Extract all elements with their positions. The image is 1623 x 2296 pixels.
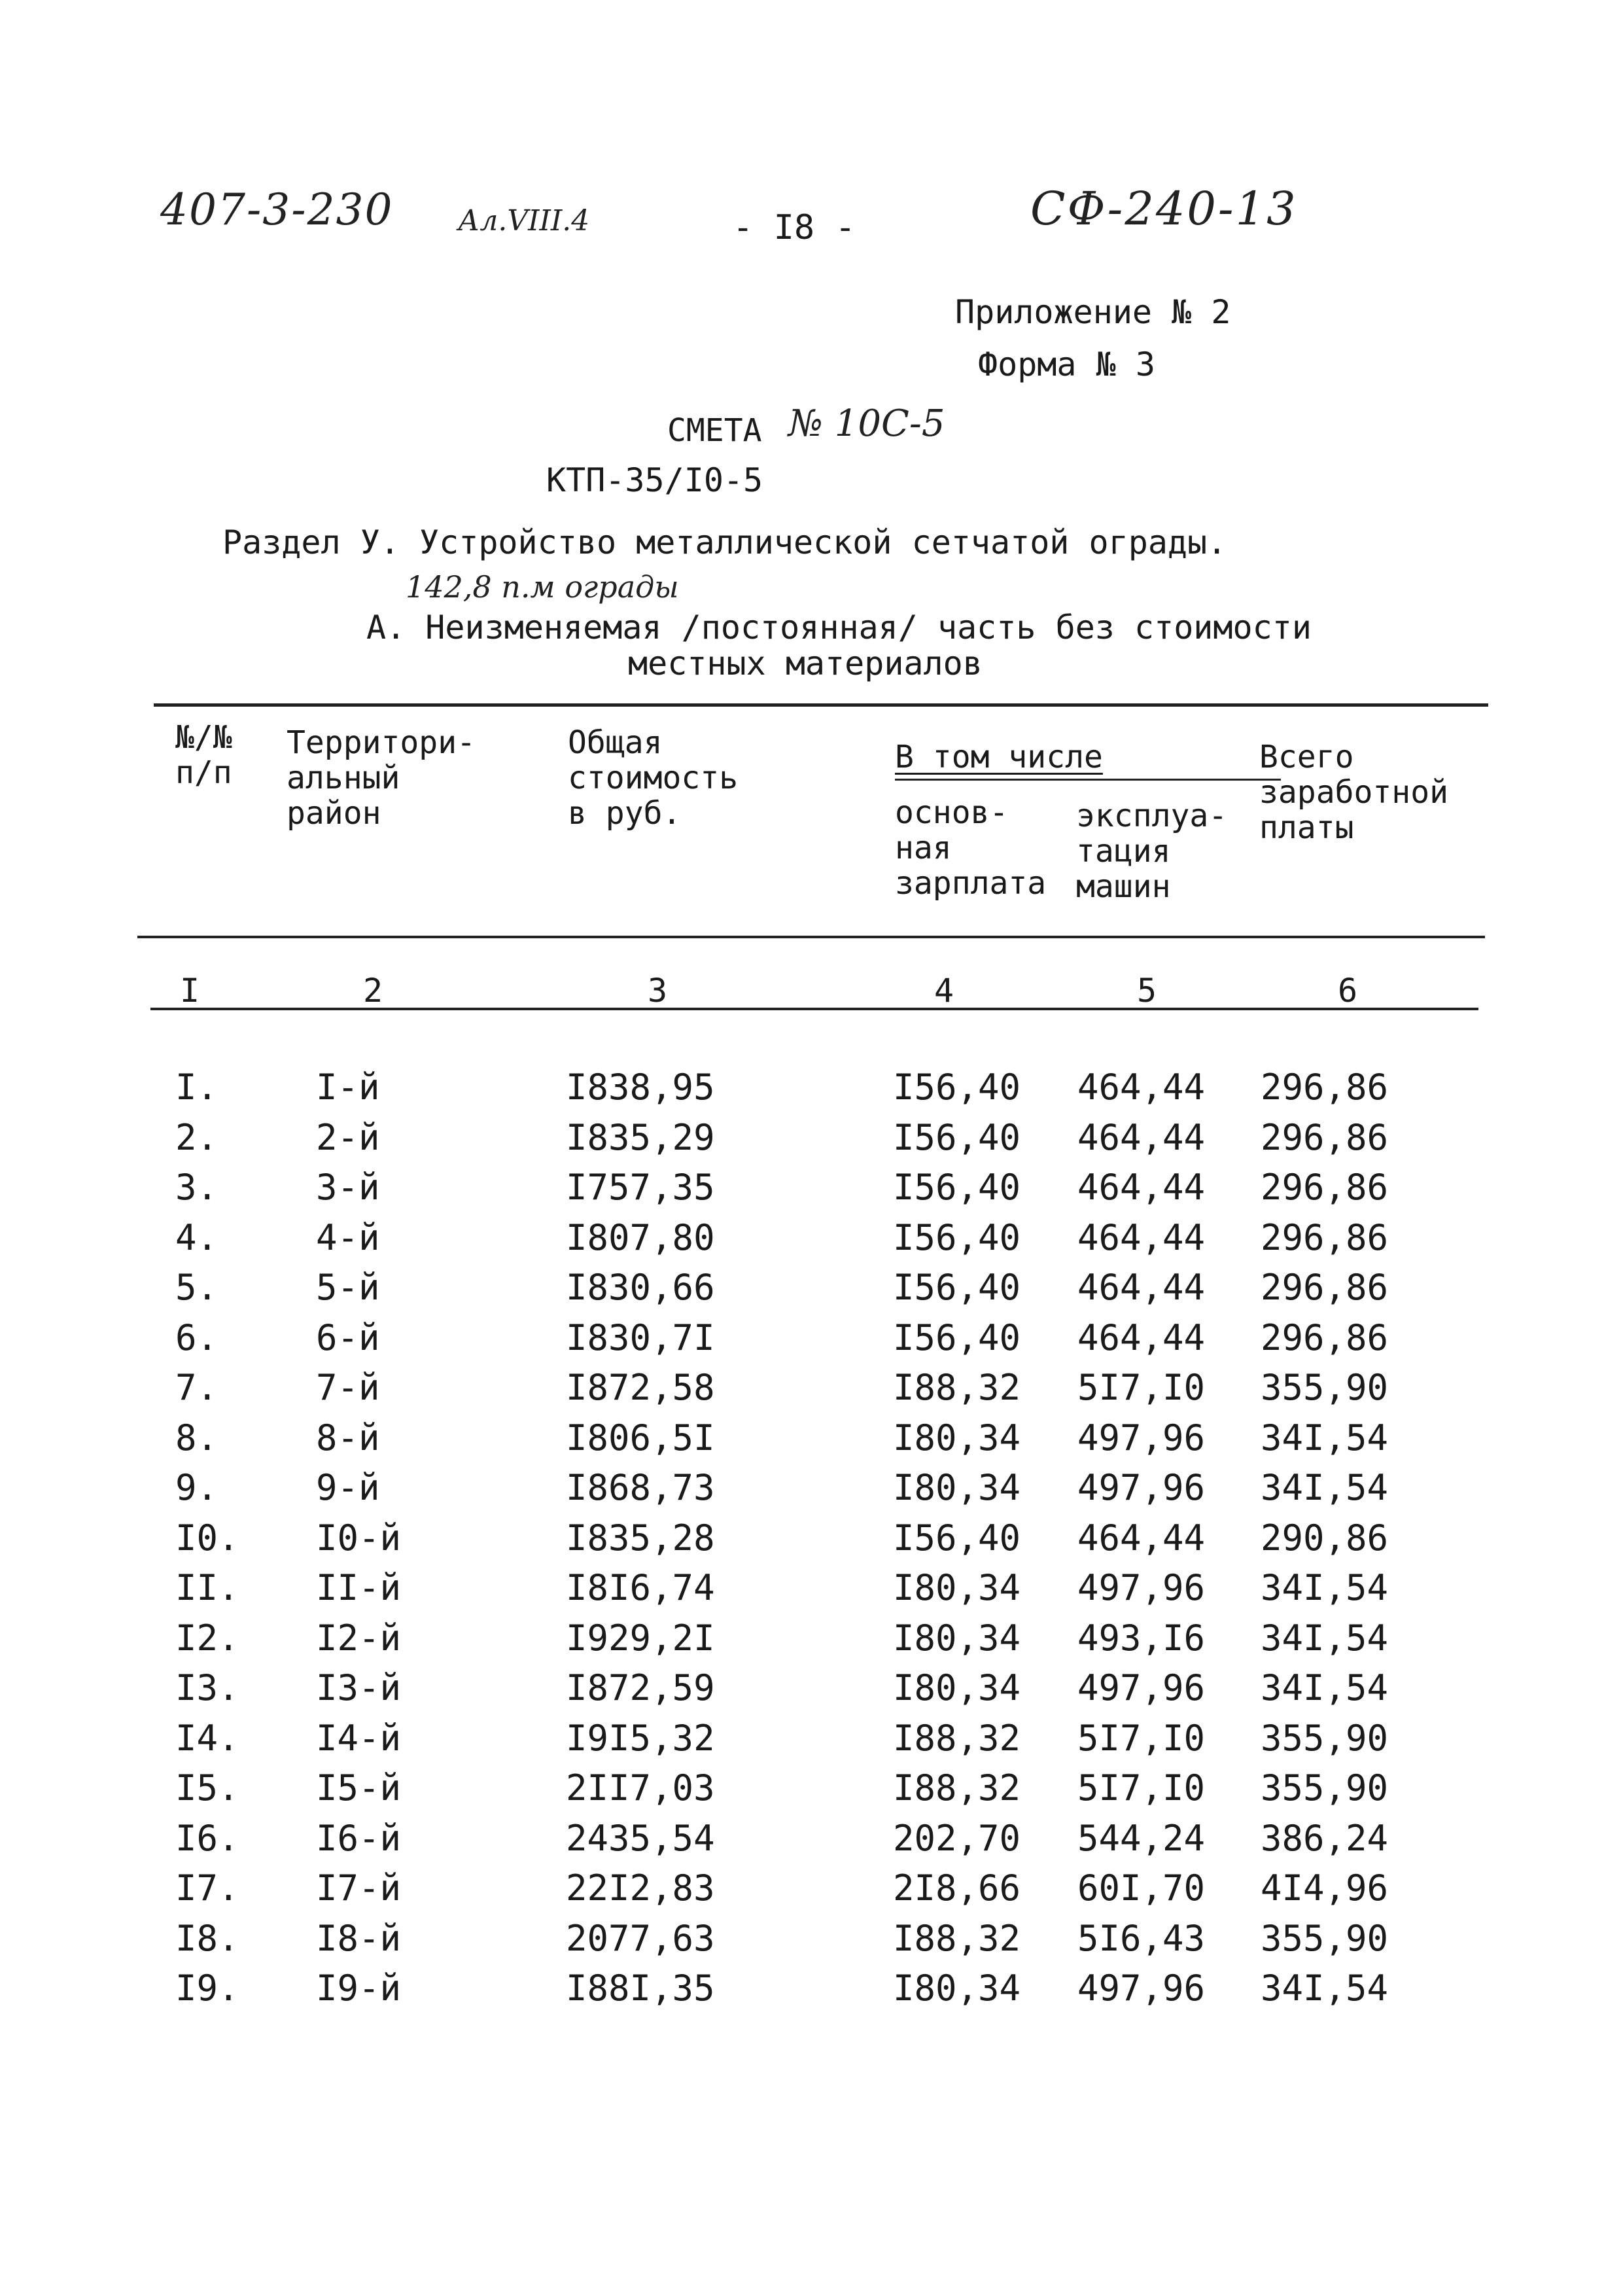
- region-cell: I6-й: [316, 1817, 402, 1859]
- total-cost-cell: I929,2I: [566, 1617, 715, 1659]
- base-salary-cell: I88,32: [893, 1717, 1021, 1759]
- base-salary-cell: I88,32: [893, 1367, 1021, 1408]
- base-salary-cell: I56,40: [893, 1116, 1021, 1158]
- base-salary-cell: I88,32: [893, 1917, 1021, 1959]
- row-number-cell: 8.: [175, 1417, 218, 1458]
- table-row: [0, 1617, 1623, 1668]
- total-cost-cell: I868,73: [566, 1467, 715, 1508]
- document-code-right: СФ-240-13: [1030, 182, 1298, 236]
- row-number-cell: 3.: [175, 1167, 218, 1208]
- base-salary-cell: I88,32: [893, 1767, 1021, 1809]
- total-cost-cell: I807,80: [566, 1216, 715, 1258]
- region-cell: I8-й: [316, 1917, 402, 1959]
- machine-operation-cell: 464,44: [1077, 1167, 1206, 1208]
- total-wages-cell: 296,86: [1261, 1216, 1389, 1258]
- row-number-cell: I9.: [175, 1968, 239, 2009]
- region-cell: I4-й: [316, 1717, 402, 1759]
- machine-operation-cell: 497,96: [1077, 1567, 1206, 1608]
- base-salary-cell: I56,40: [893, 1267, 1021, 1308]
- machine-operation-cell: 464,44: [1077, 1316, 1206, 1358]
- total-wages-cell: 296,86: [1261, 1267, 1389, 1308]
- machine-operation-cell: 544,24: [1077, 1817, 1206, 1859]
- machine-operation-cell: 464,44: [1077, 1067, 1206, 1108]
- machine-operation-cell: 5I7,I0: [1077, 1767, 1206, 1809]
- total-wages-cell: 296,86: [1261, 1067, 1389, 1108]
- row-number-cell: 9.: [175, 1467, 218, 1508]
- table-body: [0, 1067, 1623, 2018]
- table-row: [0, 1117, 1623, 1167]
- row-number-cell: 4.: [175, 1216, 218, 1258]
- machine-operation-cell: 464,44: [1077, 1116, 1206, 1158]
- total-cost-cell: I830,66: [566, 1267, 715, 1308]
- table-row: [0, 1267, 1623, 1317]
- table-row: [0, 1867, 1623, 1918]
- total-wages-cell: 34I,54: [1261, 1667, 1389, 1708]
- table-row: [0, 1517, 1623, 1568]
- total-wages-cell: 34I,54: [1261, 1567, 1389, 1608]
- machine-operation-cell: 497,96: [1077, 1968, 1206, 2009]
- table-row: [0, 1767, 1623, 1818]
- document-code-annotation: Ал.VIII.4: [458, 204, 590, 238]
- row-number-cell: I.: [175, 1067, 218, 1108]
- header-total-wages: Всего заработной платы: [1259, 739, 1448, 846]
- machine-operation-cell: 5I6,43: [1077, 1917, 1206, 1959]
- column-number-4: 4: [934, 972, 954, 1010]
- total-cost-cell: I9I5,32: [566, 1717, 715, 1759]
- total-cost-cell: 2II7,03: [566, 1767, 715, 1809]
- region-cell: I0-й: [316, 1517, 402, 1559]
- table-row: [0, 1968, 1623, 2018]
- estimate-number: № 10С-5: [788, 402, 945, 445]
- total-wages-cell: 34I,54: [1261, 1617, 1389, 1659]
- total-cost-cell: I757,35: [566, 1167, 715, 1208]
- estimate-title: СМЕТА: [667, 412, 762, 449]
- form-label: Форма № 3: [978, 345, 1155, 383]
- row-number-cell: 7.: [175, 1367, 218, 1408]
- total-wages-cell: 355,90: [1261, 1767, 1389, 1809]
- header-including-group: В том числе: [895, 739, 1103, 775]
- total-cost-cell: I835,29: [566, 1116, 715, 1158]
- total-cost-cell: 22I2,83: [566, 1867, 715, 1909]
- total-cost-cell: I838,95: [566, 1067, 715, 1108]
- table-top-rule: [154, 703, 1488, 707]
- region-cell: 5-й: [316, 1267, 380, 1308]
- object-name: КТП-35/I0-5: [546, 461, 763, 499]
- page-number: - I8 -: [733, 208, 856, 247]
- machine-operation-cell: 60I,70: [1077, 1867, 1206, 1909]
- base-salary-cell: I80,34: [893, 1617, 1021, 1659]
- table-row: [0, 1067, 1623, 1117]
- row-number-cell: 2.: [175, 1116, 218, 1158]
- machine-operation-cell: 497,96: [1077, 1417, 1206, 1458]
- total-cost-cell: I872,59: [566, 1667, 715, 1708]
- row-number-cell: I2.: [175, 1617, 239, 1659]
- header-total-cost: Общая стоимость в руб.: [568, 724, 739, 832]
- total-cost-cell: I8I6,74: [566, 1567, 715, 1608]
- total-cost-cell: I835,28: [566, 1517, 715, 1559]
- table-row: [0, 1467, 1623, 1517]
- total-wages-cell: 386,24: [1261, 1817, 1389, 1859]
- machine-operation-cell: 464,44: [1077, 1517, 1206, 1559]
- base-salary-cell: I80,34: [893, 1567, 1021, 1608]
- region-cell: 6-й: [316, 1316, 380, 1358]
- row-number-cell: I5.: [175, 1767, 239, 1809]
- table-row: [0, 1818, 1623, 1868]
- region-cell: I3-й: [316, 1667, 402, 1708]
- row-number-cell: 5.: [175, 1267, 218, 1308]
- row-number-cell: I3.: [175, 1667, 239, 1708]
- total-wages-cell: 355,90: [1261, 1367, 1389, 1408]
- region-cell: I-й: [316, 1067, 380, 1108]
- part-title: А. Неизменяемая /постоянная/ часть без стоимости: [366, 609, 1312, 646]
- header-row-number: №/№ п/п: [175, 719, 232, 791]
- total-cost-cell: I88I,35: [566, 1968, 715, 2009]
- base-salary-cell: 2I8,66: [893, 1867, 1021, 1909]
- column-number-2: 2: [363, 972, 383, 1010]
- fence-length-note: 142,8 п.м ограды: [406, 569, 679, 605]
- region-cell: II-й: [316, 1567, 402, 1608]
- column-numbers-rule: [150, 1008, 1478, 1010]
- region-cell: 4-й: [316, 1216, 380, 1258]
- part-title-continued: местных материалов: [628, 645, 983, 682]
- total-wages-cell: 296,86: [1261, 1316, 1389, 1358]
- total-wages-cell: 296,86: [1261, 1167, 1389, 1208]
- region-cell: 3-й: [316, 1167, 380, 1208]
- base-salary-cell: I80,34: [893, 1968, 1021, 2009]
- table-row: [0, 1217, 1623, 1267]
- header-region: Территори- альный район: [287, 724, 476, 832]
- machine-operation-cell: 493,I6: [1077, 1617, 1206, 1659]
- base-salary-cell: I56,40: [893, 1316, 1021, 1358]
- row-number-cell: I4.: [175, 1717, 239, 1759]
- total-wages-cell: 34I,54: [1261, 1417, 1389, 1458]
- base-salary-cell: I56,40: [893, 1216, 1021, 1258]
- machine-operation-cell: 464,44: [1077, 1267, 1206, 1308]
- table-row: [0, 1918, 1623, 1968]
- table-row: [0, 1417, 1623, 1468]
- total-wages-cell: 34I,54: [1261, 1968, 1389, 2009]
- total-cost-cell: I872,58: [566, 1367, 715, 1408]
- total-wages-cell: 290,86: [1261, 1517, 1389, 1559]
- machine-operation-cell: 5I7,I0: [1077, 1717, 1206, 1759]
- region-cell: 8-й: [316, 1417, 380, 1458]
- row-number-cell: I8.: [175, 1917, 239, 1959]
- column-number-3: 3: [648, 972, 668, 1010]
- row-number-cell: I6.: [175, 1817, 239, 1859]
- total-cost-cell: 2077,63: [566, 1917, 715, 1959]
- total-cost-cell: 2435,54: [566, 1817, 715, 1859]
- table-row: [0, 1317, 1623, 1368]
- total-cost-cell: I806,5I: [566, 1417, 715, 1458]
- total-wages-cell: 4I4,96: [1261, 1867, 1389, 1909]
- total-wages-cell: 296,86: [1261, 1116, 1389, 1158]
- row-number-cell: II.: [175, 1567, 239, 1608]
- row-number-cell: 6.: [175, 1316, 218, 1358]
- region-cell: 2-й: [316, 1116, 380, 1158]
- base-salary-cell: I56,40: [893, 1167, 1021, 1208]
- base-salary-cell: I80,34: [893, 1417, 1021, 1458]
- machine-operation-cell: 464,44: [1077, 1216, 1206, 1258]
- region-cell: I5-й: [316, 1767, 402, 1809]
- column-number-1: I: [180, 972, 200, 1010]
- table-row: [0, 1167, 1623, 1217]
- base-salary-cell: 202,70: [893, 1817, 1021, 1859]
- row-number-cell: I7.: [175, 1867, 239, 1909]
- header-base-salary: основ- ная зарплата: [895, 794, 1047, 902]
- total-wages-cell: 355,90: [1261, 1717, 1389, 1759]
- header-machine-operation: эксплуа- тация машин: [1076, 798, 1228, 905]
- appendix-label: Приложение № 2: [955, 293, 1231, 331]
- table-row: [0, 1567, 1623, 1617]
- base-salary-cell: I80,34: [893, 1667, 1021, 1708]
- column-number-5: 5: [1137, 972, 1157, 1010]
- table-row: [0, 1667, 1623, 1718]
- table-row: [0, 1718, 1623, 1768]
- total-wages-cell: 355,90: [1261, 1917, 1389, 1959]
- total-cost-cell: I830,7I: [566, 1316, 715, 1358]
- table-row: [0, 1367, 1623, 1417]
- machine-operation-cell: 497,96: [1077, 1667, 1206, 1708]
- region-cell: 9-й: [316, 1467, 380, 1508]
- row-number-cell: I0.: [175, 1517, 239, 1559]
- total-wages-cell: 34I,54: [1261, 1467, 1389, 1508]
- region-cell: 7-й: [316, 1367, 380, 1408]
- document-code: 407-3-230: [160, 185, 394, 235]
- region-cell: I9-й: [316, 1968, 402, 2009]
- region-cell: I7-й: [316, 1867, 402, 1909]
- region-cell: I2-й: [316, 1617, 402, 1659]
- machine-operation-cell: 497,96: [1077, 1467, 1206, 1508]
- base-salary-cell: I56,40: [893, 1067, 1021, 1108]
- section-title: Раздел У. Устройство металлической сетчатой ограды.: [222, 523, 1227, 561]
- machine-operation-cell: 5I7,I0: [1077, 1367, 1206, 1408]
- column-number-6: 6: [1338, 972, 1358, 1010]
- base-salary-cell: I80,34: [893, 1467, 1021, 1508]
- table-header-rule: [137, 936, 1485, 938]
- header-group-underline: [895, 779, 1281, 781]
- base-salary-cell: I56,40: [893, 1517, 1021, 1559]
